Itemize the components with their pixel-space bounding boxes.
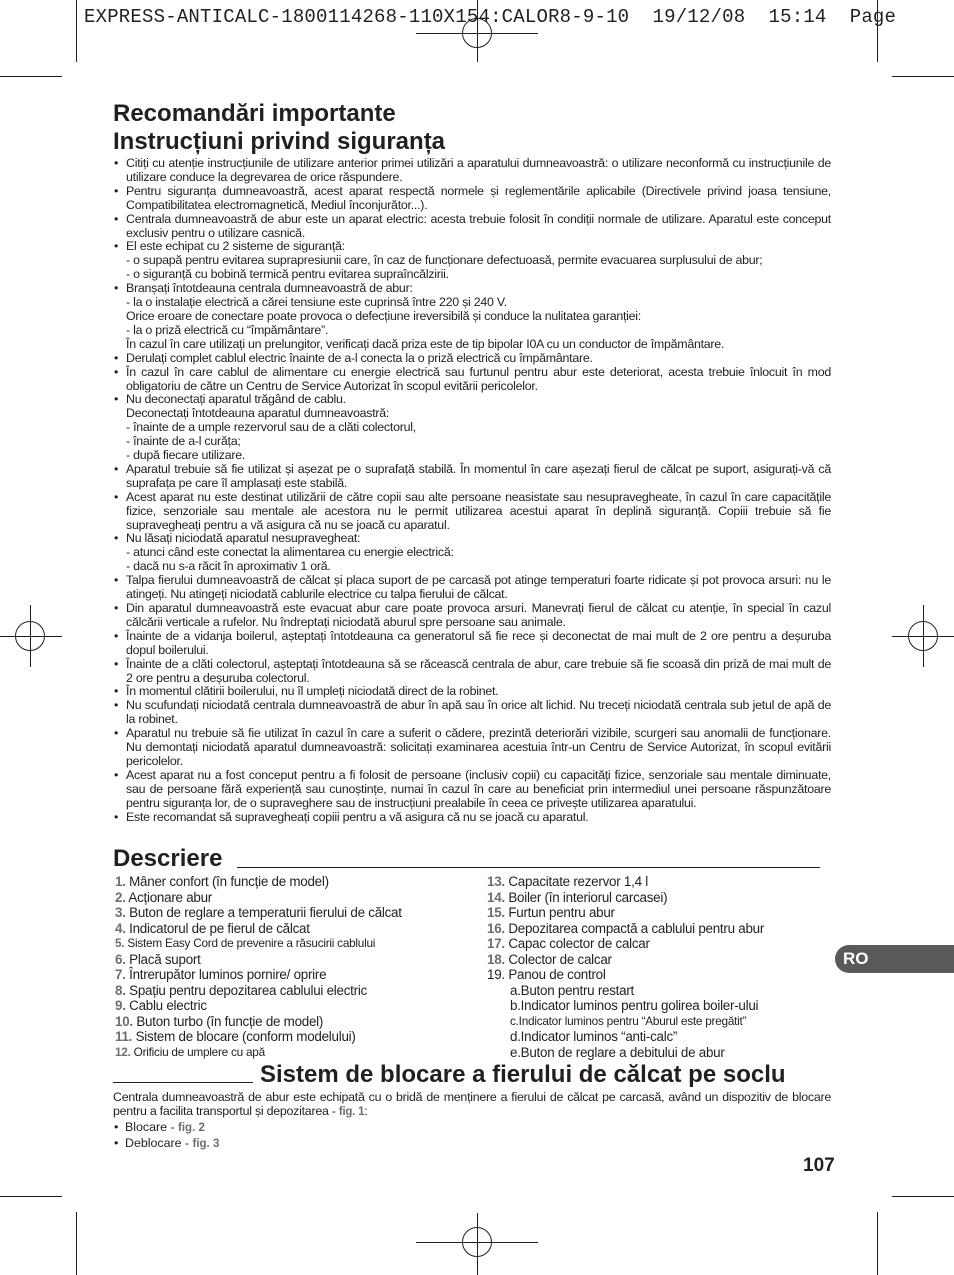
item-number: 14. <box>487 889 505 905</box>
heading-safety-instructions: Instrucțiuni privind siguranța <box>113 128 446 155</box>
page-number: 107 <box>803 1155 835 1176</box>
item-number: 9. <box>115 998 126 1013</box>
description-item <box>115 1045 402 1061</box>
description-item <box>115 967 402 983</box>
description-item <box>115 905 402 921</box>
safety-item-text: Derulați complet cablul electric înainte de a-l conecta la o priză electrică cu împământare. <box>126 350 593 365</box>
safety-item-text: Centrala dumneavoastră de abur este un aparat electric: acesta trebuie folosit în condiții normale de utilizare. Aparatul este conceput exclusiv pentru o utilizare casnică. <box>126 211 831 240</box>
item-label: Acționare abur <box>125 889 212 905</box>
description-item <box>115 921 402 937</box>
language-tab <box>835 945 954 973</box>
safety-item-text: Nu scufundați niciodată centrala dumneavoastră de abur în apă sau în orice alt lichid. Nu treceți niciodată centrala sub jetul de apă de la robinet. <box>126 698 831 727</box>
item-label: d.Indicator luminos “anti-calc” <box>510 1029 678 1044</box>
lock-step <box>113 1136 219 1152</box>
description-item <box>487 936 764 952</box>
item-number: 16. <box>487 920 505 936</box>
safety-item-text: Citiți cu atenție instrucțiunile de utilizare anterior primei utilizări a aparatului dumneavoastră: o utilizare neconformă cu instrucțiunile de utilizare conduce la degrevarea de orice răspundere. <box>126 156 831 184</box>
item-label: Placă suport <box>125 951 201 967</box>
item-label: b.Indicator luminos pentru golirea boiler-ului <box>510 998 759 1013</box>
item-number: 10. <box>115 1013 133 1029</box>
safety-item-text: Nu deconectați aparatul trăgând de cablu. <box>126 392 346 407</box>
safety-sub-line: Orice eroare de conectare poate provoca o defecțiune ireversibilă și conduce la nulitatea garanției: <box>126 308 642 323</box>
safety-list-item <box>113 658 831 686</box>
item-label: Sistem Easy Cord de prevenire a răsucirii cablului <box>124 936 376 950</box>
item-number: 15. <box>487 905 505 920</box>
safety-sub-line: În cazul în care utilizați un prelungitor, verificați dacă priza este de tip bipolar I0A cu un conductor de împământare. <box>126 336 725 351</box>
description-item <box>115 874 402 890</box>
safety-list-item <box>113 213 831 241</box>
crop-mark <box>892 1196 954 1197</box>
lock-steps-list <box>113 1120 219 1152</box>
safety-sub-line: - înainte de a-l curăța; <box>126 434 241 449</box>
crop-mark <box>76 0 77 62</box>
description-item <box>115 890 402 906</box>
lock-text-end: : <box>364 1104 368 1118</box>
language-code: RO <box>843 949 869 968</box>
safety-list-item <box>113 157 831 185</box>
crop-mark <box>0 76 62 77</box>
description-item <box>115 983 402 999</box>
item-label: Colector de calcar <box>504 951 612 967</box>
description-item <box>487 905 764 921</box>
safety-item-text: Nu lăsați niciodată aparatul nesupravegheat: <box>126 531 361 546</box>
safety-sub-line: - înainte de a umple rezervorul sau de a clăti colectorul, <box>126 420 416 435</box>
item-number: 5. <box>115 936 125 950</box>
registration-circle <box>462 1227 492 1257</box>
description-item <box>115 998 402 1014</box>
heading-recommendations: Recomandări importante <box>113 100 396 127</box>
item-label: a.Buton pentru restart <box>510 982 635 998</box>
item-label: Orificiu de umplere cu apă <box>130 1044 265 1059</box>
item-label: Boiler (în interiorul carcasei) <box>504 889 668 905</box>
description-item <box>487 1029 764 1045</box>
item-label: Cablu electric <box>125 998 207 1013</box>
heading-rule <box>237 867 820 868</box>
item-label: e.Buton de reglare a debitului de abur <box>510 1044 725 1060</box>
item-number: 12. <box>115 1044 131 1059</box>
item-number: 7. <box>115 967 126 982</box>
description-list-right <box>487 874 764 1060</box>
item-label: Furtun pentru abur <box>504 905 615 920</box>
safety-item-text: Aparatul trebuie să fie utilizat și așezat pe o suprafață stabilă. În momentul în care așezați fierul de călcat pe suport, asigurați-vă că suprafața pe care îl amplasați este stabilă. <box>126 461 831 490</box>
safety-list-item <box>113 699 831 727</box>
crop-mark <box>892 76 954 77</box>
safety-item-text: Aparatul nu trebuie să fie utilizat în cazul în care a suferit o cădere, prezintă deteriorări vizibile, scurgeri sau anomalii de funcționare. Nu demontați niciodată aparatul dumneavoastră: solicitați examinarea acestuia într-un Centru de Service Autorizat, în scopul evitării pericolelor. <box>126 726 831 768</box>
safety-list-item <box>113 532 831 574</box>
item-number: 8. <box>115 982 126 998</box>
lock-step-text: Deblocare - <box>125 1136 193 1150</box>
safety-item-text: Talpa fierului dumneavoastră de călcat și placa suport de pe carcasă pot atinge temperaturi foarte ridicate și pot provoca arsuri: nu le atingeți. Nu atingeți niciodată cablurile electrice cu talpa fierului de călcat. <box>126 573 831 602</box>
description-item <box>487 1045 764 1061</box>
safety-list-item <box>113 491 831 533</box>
heading-description: Descriere <box>113 845 223 872</box>
description-item <box>115 952 402 968</box>
item-label: Capac colector de calcar <box>504 936 650 951</box>
item-label: Sistem de blocare (conform modelului) <box>132 1029 356 1044</box>
safety-item-text: Acest aparat nu a fost conceput pentru a fi folosit de persoane (inclusiv copii) cu capacități fizice, senzoriale sau mentale diminuate, sau de persoane fără experiență sau cunoștințe, numai în cazul în care au beneficiat prin intermediul unei persoane răspunzătoare pentru siguranța lor, de o supraveghere sau de instrucțiuni prealabile în ceea ce privește utilizarea aparatului. <box>126 767 831 810</box>
registration-circle <box>908 621 938 651</box>
description-item <box>487 998 764 1014</box>
description-item <box>115 1029 402 1045</box>
item-label: Buton de reglare a temperaturii fierului de călcat <box>125 905 402 920</box>
figure-reference: fig. 3 <box>192 1138 220 1150</box>
item-number: 6. <box>115 951 126 967</box>
safety-item-text: El este echipat cu 2 sisteme de siguranță: <box>126 239 345 254</box>
description-item <box>487 890 764 906</box>
safety-item-text: Din aparatul dumneavoastră este evacuat abur care poate provoca arsuri. Manevrați fierul de călcat cu atenție, în special în cazul călcării verticale a rufelor. Nu îndreptați niciodată aburul spre persoane sau animale. <box>126 601 831 629</box>
item-label: Capacitate rezervor 1,4 l <box>504 874 648 889</box>
description-item <box>487 983 764 999</box>
safety-sub-line: - atunci când este conectat la alimentarea cu energie electrică: <box>126 545 454 560</box>
item-label: Depozitarea compactă a cablului pentru abur <box>504 920 765 936</box>
crop-mark <box>0 1196 62 1197</box>
item-label: Spațiu pentru depozitarea cablului electric <box>125 982 368 998</box>
safety-sub-line: Deconectați întotdeauna aparatul dumneavoastră: <box>126 406 390 421</box>
heading-rule <box>113 1082 253 1083</box>
safety-list-item <box>113 393 831 463</box>
crop-mark <box>877 1212 878 1275</box>
description-list-left <box>115 874 402 1060</box>
item-number: 3. <box>115 905 126 920</box>
safety-list-item <box>113 630 831 658</box>
description-item <box>487 921 764 937</box>
description-item <box>115 936 402 952</box>
item-number: 13. <box>487 874 505 889</box>
safety-list-item <box>113 769 831 811</box>
safety-item-text: Este recomandat să supravegheați copiii pentru a vă asigura că nu se joacă cu aparatul. <box>126 809 589 824</box>
crop-mark <box>76 1212 77 1275</box>
item-label: Mâner confort (în funcție de model) <box>125 874 329 889</box>
item-label: Buton turbo (în funcție de model) <box>132 1013 324 1029</box>
item-label: 19. Panou de control <box>487 967 606 982</box>
item-number: 1. <box>115 874 126 889</box>
item-number: 17. <box>487 936 505 951</box>
description-item <box>487 952 764 968</box>
safety-list-item <box>113 185 831 213</box>
item-label: Întrerupător luminos pornire/ oprire <box>125 967 327 982</box>
safety-item-text: În momentul clătirii boilerului, nu îl umpleți niciodată direct de la robinet. <box>126 684 499 699</box>
safety-item-text: Înainte de a clăti colectorul, așteptați întotdeauna să se răcească centrala de abur, care trebuie să fie scoasă din priză de mai mult de 2 ore pentru a deșuruba colectorul. <box>126 656 831 685</box>
safety-item-text: Branșați întotdeauna centrala dumneavoastră de abur: <box>126 281 413 296</box>
safety-list-item <box>113 463 831 491</box>
safety-sub-line: - la o priză electrică cu “împământare”. <box>126 322 329 337</box>
figure-reference: fig. 2 <box>178 1122 205 1134</box>
lock-text: Centrala dumneavoastră de abur este echipată cu o bridă de menținere a fierului de călcat pe carcasă, având un dispozitiv de blocare pentru a facilita transportul și depozitarea - <box>113 1090 831 1118</box>
safety-list-item <box>113 602 831 630</box>
item-number: 11. <box>115 1029 133 1044</box>
item-label: c.Indicator luminos pentru “Aburul este pregătit” <box>510 1013 747 1028</box>
safety-list-item <box>113 727 831 769</box>
safety-list-item <box>113 574 831 602</box>
safety-instructions-list <box>113 157 831 825</box>
description-item <box>487 874 764 890</box>
lock-step-text: Blocare - <box>125 1120 179 1134</box>
safety-list-item <box>113 811 831 825</box>
figure-reference: fig. 1 <box>338 1106 365 1118</box>
safety-sub-line: - o supapă pentru evitarea suprapresiunii care, în caz de funcționare defectuoasă, permite evacuarea surplusului de abur; <box>126 253 763 268</box>
heading-lock-system: Sistem de blocare a fierului de călcat pe soclu <box>260 1061 786 1088</box>
safety-list-item <box>113 282 831 352</box>
safety-item-text: Pentru siguranța dumneavoastră, acest aparat respectă normele și reglementările aplicabile (Directivele privind joasa tensiune, Compatibilitatea electromagnetică, Mediul înconjurător...). <box>126 183 831 212</box>
safety-sub-line: - la o instalație electrică a cărei tensiune este cuprinsă între 220 și 240 V. <box>126 295 507 310</box>
description-item <box>115 1014 402 1030</box>
safety-list-item <box>113 366 831 394</box>
safety-item-text: În cazul în care cablul de alimentare cu energie electrică sau furtunul pentru abur este deteriorat, acesta trebuie înlocuit în mod obligatoriu de către un Centru de Service Autorizat în scopul evitării pericolelor. <box>126 364 831 393</box>
safety-sub-line: - dacă nu s-a răcit în aproximativ 1 oră. <box>126 559 331 574</box>
safety-sub-line: - o siguranță cu bobină termică pentru evitarea supraîncălzirii. <box>126 267 449 282</box>
safety-item-text: Înainte de a vidanja boilerul, așteptați întotdeauna ca generatorul să fie rece și deconectat de mai mult de 2 ore pentru a deșuruba dopul boilerului. <box>126 628 831 657</box>
safety-list-item <box>113 685 831 699</box>
safety-sub-line: - după fiecare utilizare. <box>126 448 246 463</box>
item-number: 2. <box>115 889 126 905</box>
item-number: 4. <box>115 920 126 936</box>
lock-step <box>113 1120 219 1136</box>
lock-system-paragraph <box>113 1090 831 1119</box>
item-label: Indicatorul de pe fierul de călcat <box>125 920 310 936</box>
safety-list-item <box>113 240 831 282</box>
safety-list-item <box>113 352 831 366</box>
description-item <box>487 967 764 983</box>
print-slug-header: EXPRESS-ANTICALC-1800114268-110X154:CALOR8-9-10 19/12/08 15:14 Page <box>84 6 897 28</box>
item-number: 18. <box>487 951 505 967</box>
registration-circle <box>15 621 45 651</box>
safety-item-text: Acest aparat nu este destinat utilizării de către copii sau alte persoane neasistate sau nesupravegheate, în cazul în care capacitățile fizice, senzoriale sau mentale ale acestora nu le permit utilizarea acestui aparat în deplină siguranță. Copiii trebuie să fie supravegheați pentru a vă asigura că nu se joacă cu aparatul. <box>126 489 831 532</box>
description-item <box>487 1014 764 1030</box>
